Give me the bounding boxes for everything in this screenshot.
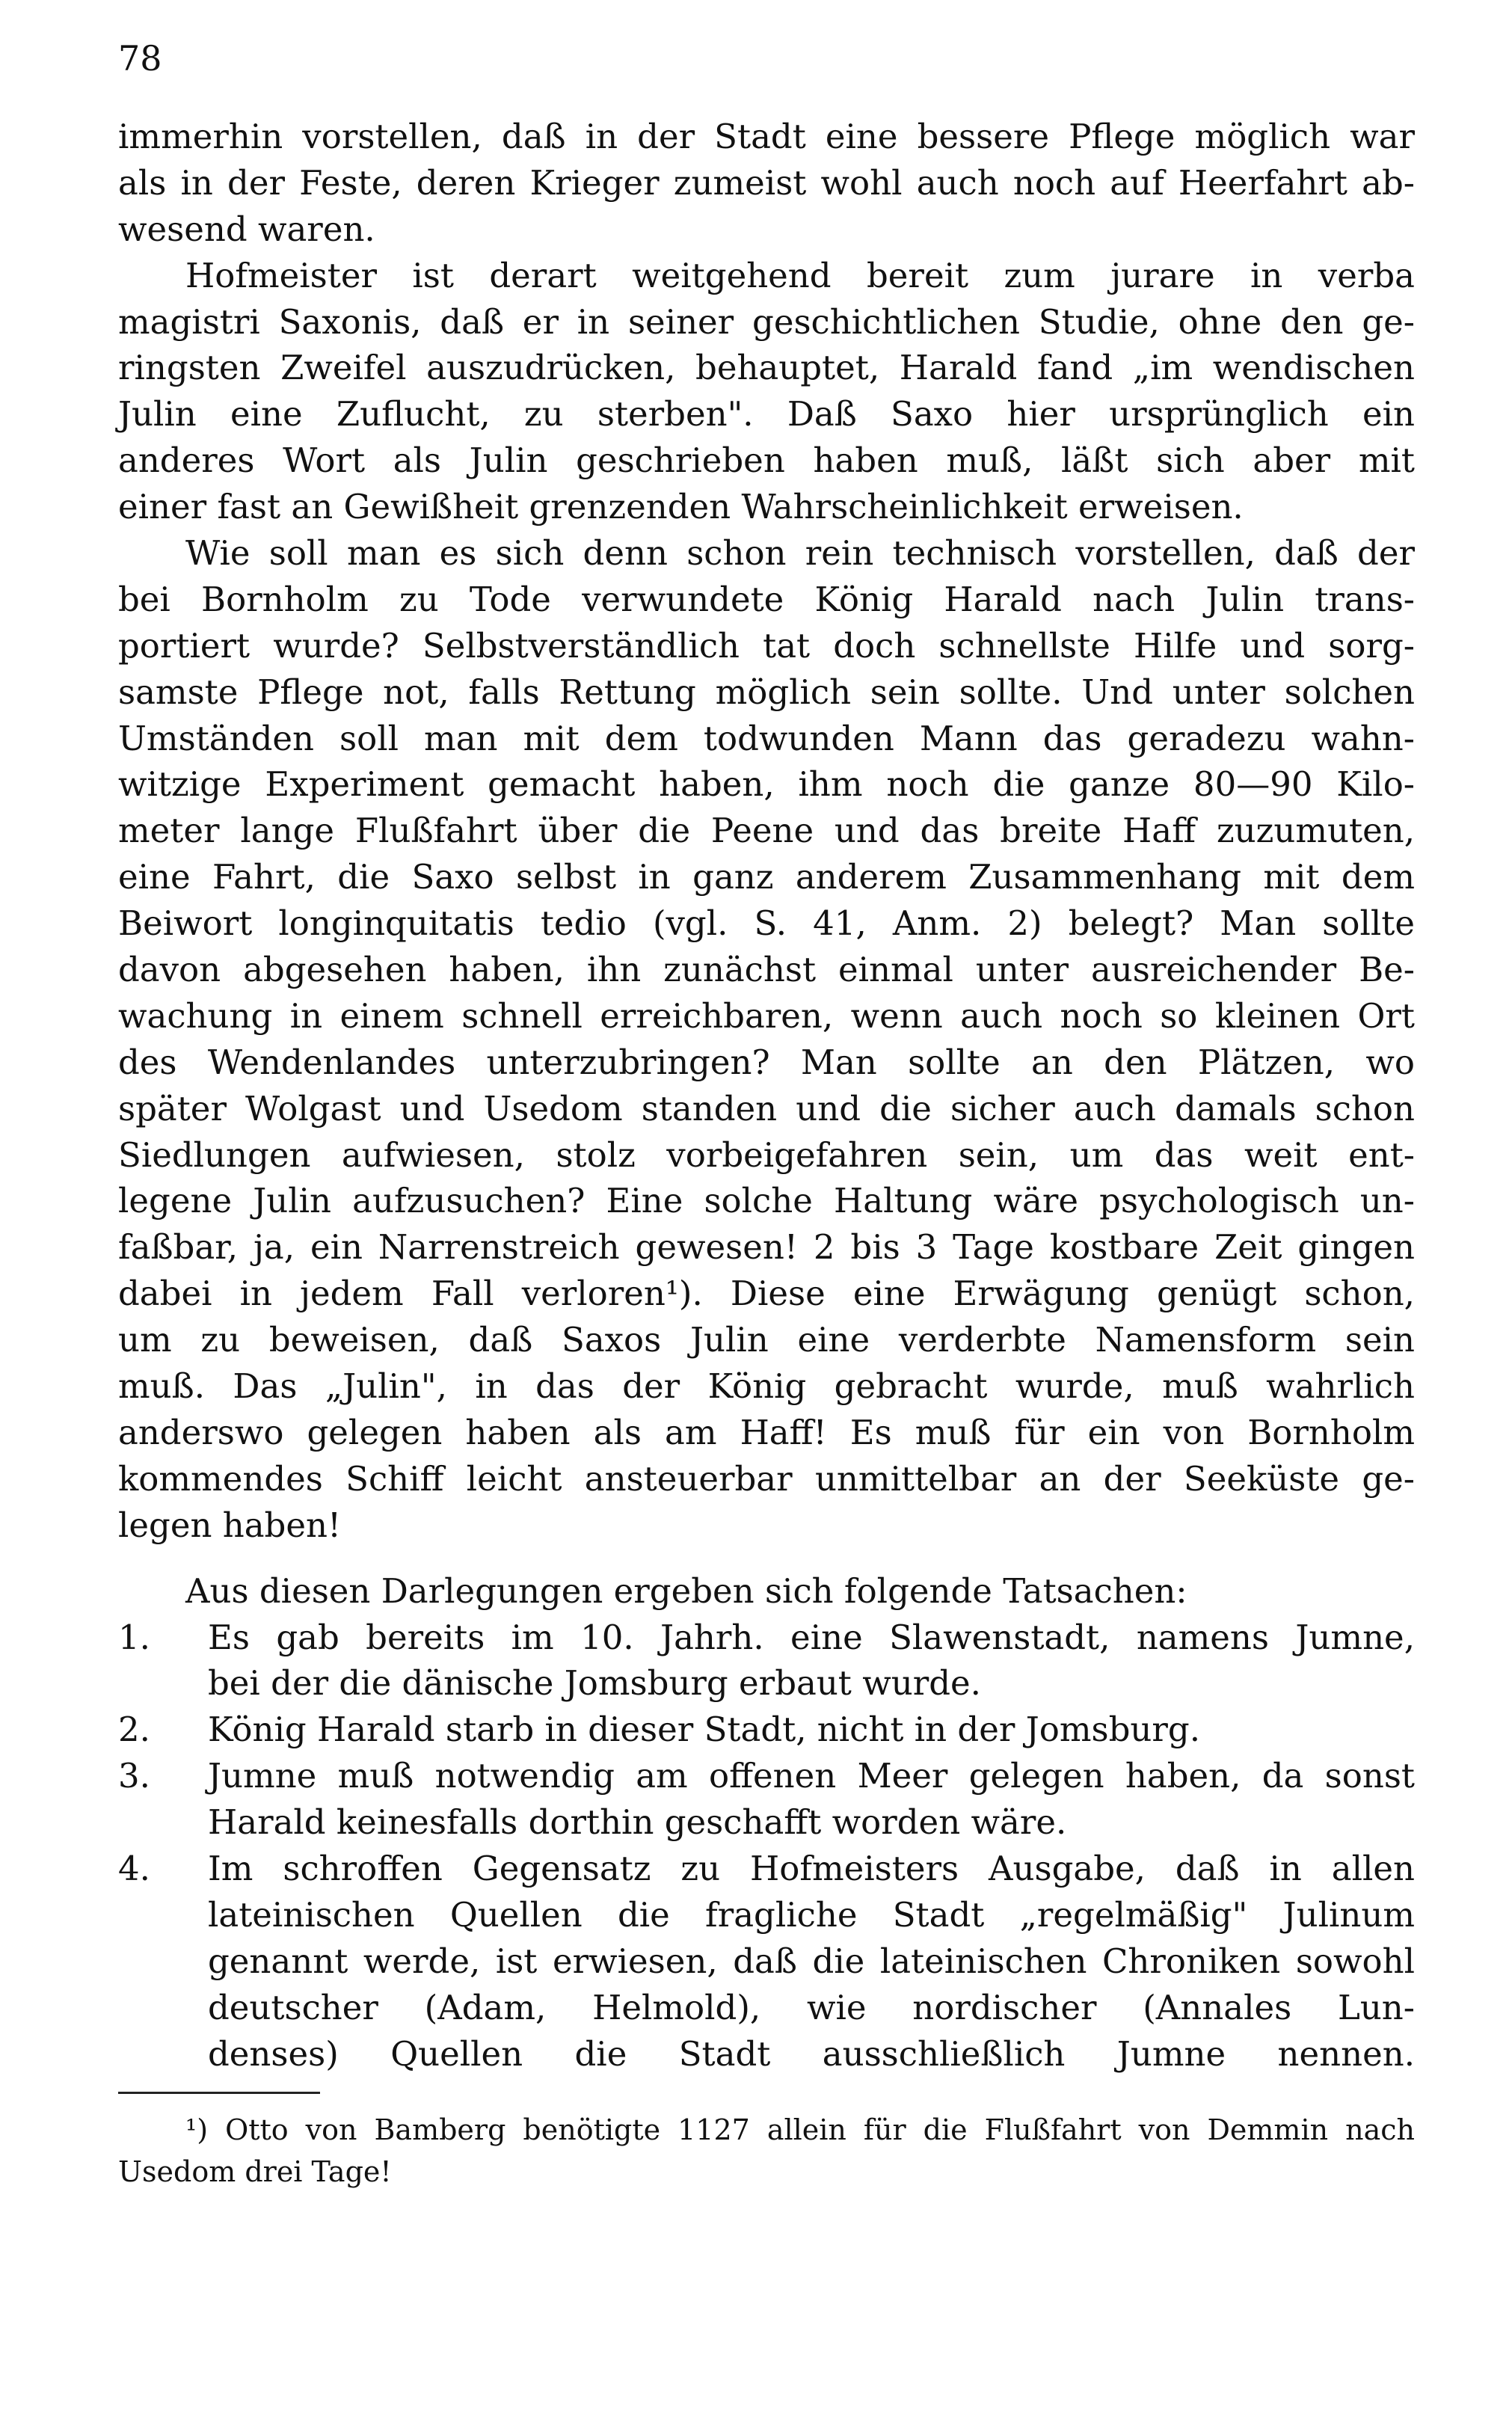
text-line: lateinischen Quellen die fragliche Stadt „regelmäßig" Julinum xyxy=(208,1894,1415,1935)
text-line: bei der die dänische Jomsburg erbaut wurde. xyxy=(208,1663,981,1704)
paragraph-gap xyxy=(118,1549,1415,1568)
text-line: denses) Quellen die Stadt ausschließlich Jumne nennen. xyxy=(208,2033,1415,2074)
text-line: anderes Wort als Julin geschrieben haben muß, läßt sich aber mit xyxy=(118,440,1415,481)
numbered-list xyxy=(118,1615,1415,2077)
text-line: legene Julin aufzusuchen? Eine solche Haltung wäre psychologisch un- xyxy=(118,1181,1415,1221)
text-line: anderswo gelegen haben als am Haff! Es muß für ein von Bornholm xyxy=(118,1412,1415,1452)
footnote-divider xyxy=(118,2092,320,2094)
text-line: eine Fahrt, die Saxo selbst in ganz anderem Zusammenhang mit dem xyxy=(118,857,1415,897)
text-line: König Harald starb in dieser Stadt, nicht in der Jomsburg. xyxy=(208,1710,1200,1750)
text-line: genannt werde, ist erwiesen, daß die lateinischen Chroniken sowohl xyxy=(208,1941,1415,1981)
text-line: Es gab bereits im 10. Jahrh. eine Slawenstadt, namens Jumne, xyxy=(208,1617,1415,1657)
text-line: meter lange Flußfahrt über die Peene und das breite Haff zuzumuten, xyxy=(118,811,1415,851)
footnote-line: Usedom drei Tage! xyxy=(118,2155,392,2188)
text-line: Wie soll man es sich denn schon rein technisch vorstellen, daß der xyxy=(185,533,1415,574)
body-text xyxy=(118,114,1415,2077)
footnote-line: ¹) Otto von Bamberg benötigte 1127 allein für die Flußfahrt von Demmin nach xyxy=(185,2113,1415,2146)
list-number: 3. xyxy=(118,1756,150,1796)
paragraph xyxy=(118,530,1415,1549)
text-line: Harald keinesfalls dorthin geschafft worden wäre. xyxy=(208,1802,1067,1843)
list-item xyxy=(118,1707,1415,1753)
text-line: davon abgesehen haben, ihn zunächst einmal unter ausreichender Be- xyxy=(118,950,1415,990)
paragraph xyxy=(118,1568,1415,1615)
list-item xyxy=(118,1846,1415,2077)
text-line: muß. Das „Julin", in das der König gebracht wurde, muß wahrlich xyxy=(118,1366,1415,1407)
text-line: des Wendenlandes unterzubringen? Man sollte an den Plätzen, wo xyxy=(118,1042,1415,1082)
text-line: magistri Saxonis, daß er in seiner geschichtlichen Studie, ohne den ge- xyxy=(118,301,1415,342)
text-line: Im schroffen Gegensatz zu Hofmeisters Ausgabe, daß in allen xyxy=(208,1848,1415,1888)
page-number: 78 xyxy=(118,38,162,79)
text-line: einer fast an Gewißheit grenzenden Wahrscheinlichkeit erweisen. xyxy=(118,487,1244,527)
text-line: bei Bornholm zu Tode verwundete König Harald nach Julin trans- xyxy=(118,579,1415,619)
footnote xyxy=(118,2109,1415,2193)
text-line: Aus diesen Darlegungen ergeben sich folgende Tatsachen: xyxy=(185,1570,1187,1611)
text-line: Julin eine Zuflucht, zu sterben". Daß Saxo hier ursprünglich ein xyxy=(118,394,1415,434)
text-line: dabei in jedem Fall verloren¹). Diese eine Erwägung genügt schon, xyxy=(118,1274,1415,1314)
text-line: Hofmeister ist derart weitgehend bereit zum jurare in verba xyxy=(185,255,1415,295)
list-number: 1. xyxy=(118,1617,150,1657)
text-line: samste Pflege not, falls Rettung möglich sein sollte. Und unter solchen xyxy=(118,672,1415,712)
list-item xyxy=(118,1615,1415,1707)
text-line: faßbar, ja, ein Narrenstreich gewesen! 2 bis 3 Tage kostbare Zeit gingen xyxy=(118,1227,1415,1268)
text-line: Beiwort longinquitatis tedio (vgl. S. 41, Anm. 2) belegt? Man sollte xyxy=(118,903,1415,944)
text-line: als in der Feste, deren Krieger zumeist wohl auch noch auf Heerfahrt ab- xyxy=(118,162,1415,203)
text-line: später Wolgast und Usedom standen und die sicher auch damals schon xyxy=(118,1088,1415,1128)
text-line: wachung in einem schnell erreichbaren, wenn auch noch so kleinen Ort xyxy=(118,995,1415,1036)
text-line: Umständen soll man mit dem todwunden Mann das geradezu wahn- xyxy=(118,718,1415,758)
text-line: portiert wurde? Selbstverständlich tat doch schnellste Hilfe und sorg- xyxy=(118,625,1415,666)
paragraph xyxy=(118,114,1415,253)
text-line: wesend waren. xyxy=(118,209,375,249)
text-line: ringsten Zweifel auszudrücken, behauptet, Harald fand „im wendischen xyxy=(118,348,1415,388)
text-line: Jumne muß notwendig am offenen Meer gelegen haben, da sonst xyxy=(208,1756,1415,1796)
text-line: immerhin vorstellen, daß in der Stadt eine bessere Pflege möglich war xyxy=(118,117,1415,156)
paragraph xyxy=(118,253,1415,530)
text-line: Siedlungen aufwiesen, stolz vorbeigefahren sein, um das weit ent- xyxy=(118,1134,1415,1175)
text-line: um zu beweisen, daß Saxos Julin eine verderbte Namensform sein xyxy=(118,1320,1415,1360)
list-item xyxy=(118,1753,1415,1846)
list-number: 4. xyxy=(118,1848,150,1888)
text-line: witzige Experiment gemacht haben, ihm noch die ganze 80—90 Kilo- xyxy=(118,764,1415,805)
list-number: 2. xyxy=(118,1710,150,1750)
text-line: kommendes Schiff leicht ansteuerbar unmittelbar an der Seeküste ge- xyxy=(118,1458,1415,1499)
text-line: legen haben! xyxy=(118,1505,342,1545)
text-line: deutscher (Adam, Helmold), wie nordischer (Annales Lun- xyxy=(208,1987,1415,2027)
